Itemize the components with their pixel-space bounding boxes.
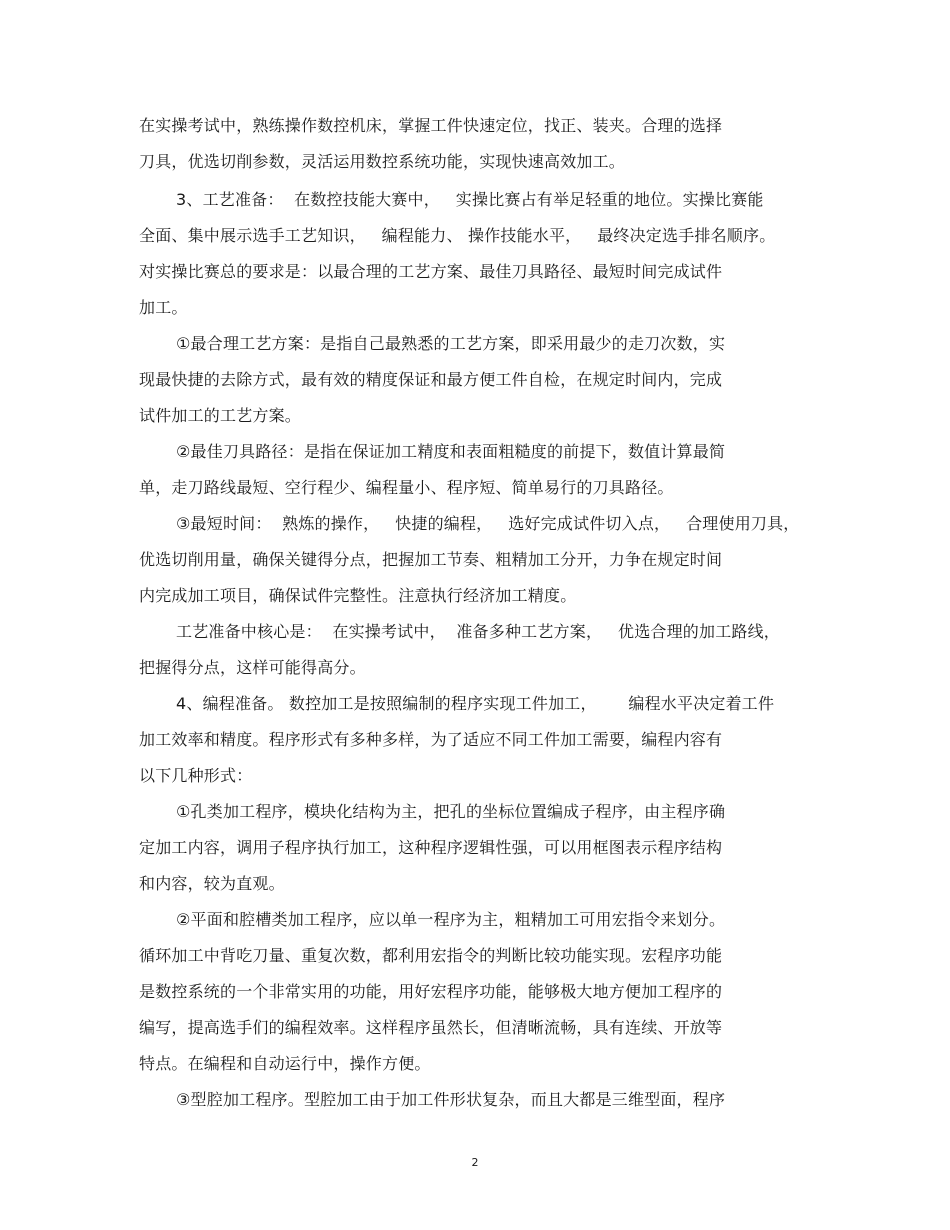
text-line: ③型腔加工程序。型腔加工由于加工件形状复杂，而且大都是三维型面，程序 <box>176 1090 726 1109</box>
text-line: 定加工内容，调用子程序执行加工，这种程序逻辑性强，可以用框图表示程序结构 <box>139 838 723 857</box>
text-line: 在实操考试中，熟练操作数控机床，掌握工件快速定位，找正、装夹。合理的选择 <box>139 116 723 135</box>
text-line: 4、编程准备。 数控加工是按照编制的程序实现工件加工， 编程水平决定着工件 <box>176 694 775 713</box>
text-line: 内完成加工项目，确保试件完整性。注意执行经济加工精度。 <box>139 586 577 605</box>
text-line: ①孔类加工程序，模块化结构为主，把孔的坐标位置编成子程序，由主程序确 <box>176 802 726 821</box>
text-line: 优选切削用量，确保关键得分点，把握加工节奏、粗精加工分开，力争在规定时间 <box>139 550 723 569</box>
text-line: 编写，提高选手们的编程效率。这样程序虽然长，但清晰流畅，具有连续、开放等 <box>139 1018 723 1037</box>
text-line: 现最快捷的去除方式，最有效的精度保证和最方便工件自检，在规定时间内，完成 <box>139 370 723 389</box>
page-number: 2 <box>471 1156 479 1169</box>
text-line: 把握得分点，这样可能得高分。 <box>139 658 366 677</box>
text-line: 试件加工的工艺方案。 <box>139 406 302 425</box>
text-line: 特点。在编程和自动运行中，操作方便。 <box>139 1054 431 1073</box>
text-line: 3、工艺准备： 在数控技能大赛中， 实操比赛占有举足轻重的地位。实操比赛能 <box>176 190 764 209</box>
text-line: 对实操比赛总的要求是：以最合理的工艺方案、最佳刀具路径、最短时间完成试件 <box>139 262 723 281</box>
text-line: 单，走刀路线最短、空行程少、编程量小、程序短、简单易行的刀具路径。 <box>139 478 674 497</box>
text-line: ②平面和腔槽类加工程序，应以单一程序为主，粗精加工可用宏指令来划分。 <box>176 910 726 929</box>
text-line: 刀具，优选切削参数，灵活运用数控系统功能，实现快速高效加工。 <box>139 152 626 171</box>
text-line: 加工效率和精度。程序形式有多种多样，为了适应不同工件加工需要，编程内容有 <box>139 730 723 749</box>
text-line: 全面、集中展示选手工艺知识， 编程能力、 操作技能水平， 最终决定选手排名顺序。 <box>139 226 776 245</box>
text-line: ①最合理工艺方案：是指自己最熟悉的工艺方案，即采用最少的走刀次数，实 <box>176 334 726 353</box>
text-line: 循环加工中背吃刀量、重复次数，都利用宏指令的判断比较功能实现。宏程序功能 <box>139 946 723 965</box>
text-line: ②最佳刀具路径：是指在保证加工精度和表面粗糙度的前提下，数值计算最简 <box>176 442 726 461</box>
text-line: 以下几种形式： <box>139 766 253 785</box>
text-line: 加工。 <box>139 298 188 317</box>
text-line: 是数控系统的一个非常实用的功能，用好宏程序功能，能够极大地方便加工程序的 <box>139 982 723 1001</box>
text-line: 和内容，较为直观。 <box>139 874 285 893</box>
text-line: ③最短时间： 熟炼的操作， 快捷的编程， 选好完成试件切入点， 合理使用刀具， <box>176 514 800 533</box>
text-line: 工艺准备中核心是： 在实操考试中， 准备多种工艺方案， 优选合理的加工路线， <box>176 622 781 641</box>
